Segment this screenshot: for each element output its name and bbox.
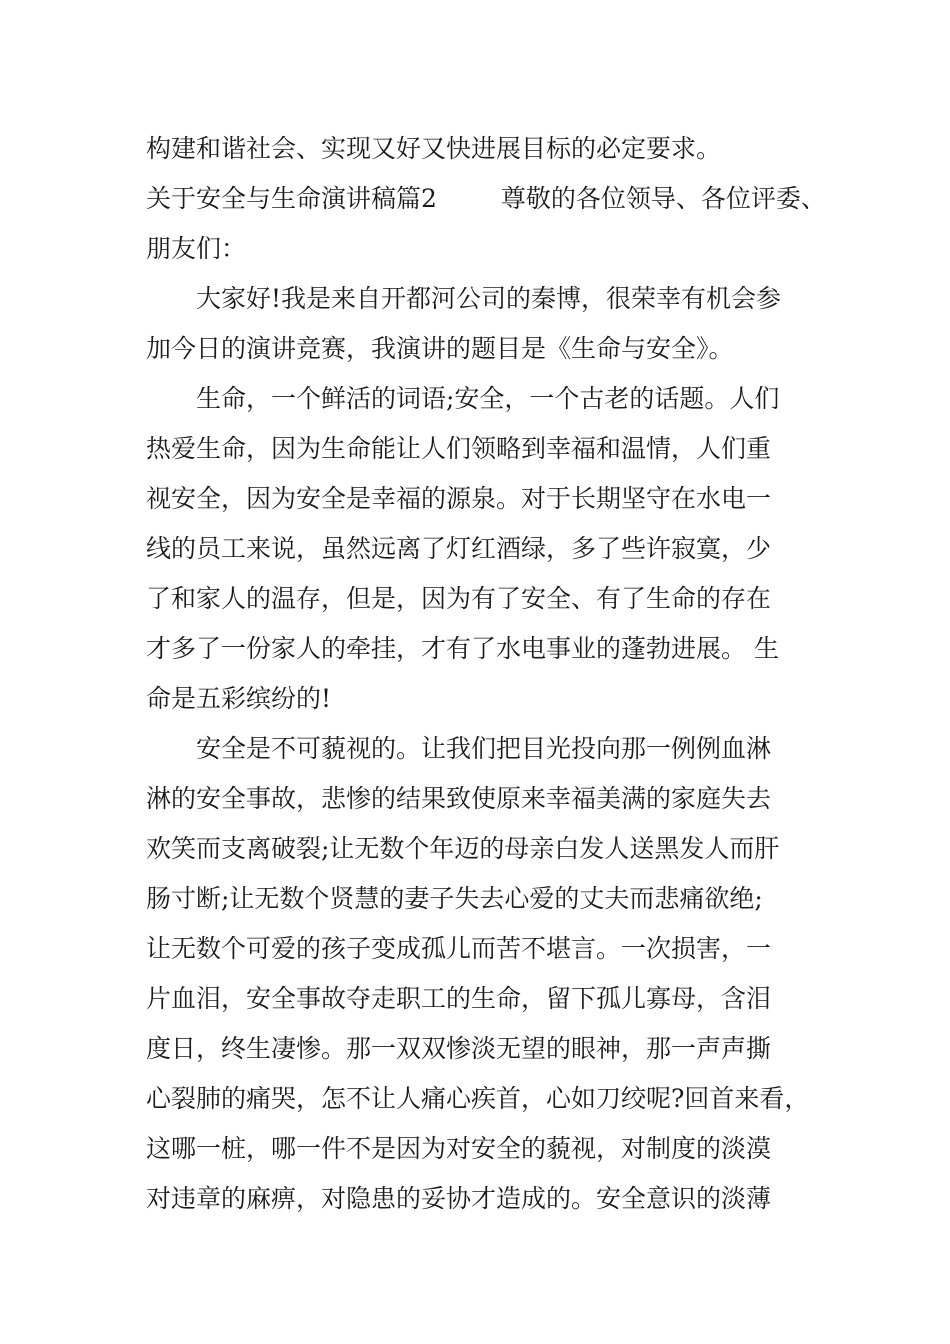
paragraph-first-line: 安全是不可藐视的。让我们把目光投向那一例例血淋 bbox=[196, 734, 772, 763]
text-line: 构建和谐社会、实现又好又快进展目标的必定要求。 bbox=[146, 134, 722, 163]
text-line: 才多了一份家人的牵挂，才有了水电事业的蓬勃进展。 生 bbox=[146, 634, 779, 663]
text-line: 欢笑而支离破裂;让无数个年迈的母亲白发人送黑发人而肝 bbox=[146, 834, 780, 863]
paragraph-first-line: 大家好!我是来自开都河公司的秦博，很荣幸有机会参 bbox=[196, 284, 782, 313]
text-line: 心裂肺的痛哭，怎不让人痛心疾首，心如刀绞呢?回首来看， bbox=[146, 1084, 810, 1113]
text-line: 线的员工来说，虽然远离了灯红酒绿，多了些许寂寞，少 bbox=[146, 534, 772, 563]
text-line: 肠寸断;让无数个贤慧的妻子失去心爱的丈夫而悲痛欲绝; bbox=[146, 884, 763, 913]
text-line: 度日，终生凄惨。那一双双惨淡无望的眼神，那一声声撕 bbox=[146, 1034, 772, 1063]
text-line: 对违章的麻痹，对隐患的妥协才造成的。安全意识的淡薄 bbox=[146, 1184, 772, 1213]
text-line: 视安全，因为安全是幸福的源泉。对于长期坚守在水电一 bbox=[146, 484, 772, 513]
salutation-text: 尊敬的各位领导、各位评委、 bbox=[500, 184, 826, 213]
text-line: 片血泪，安全事故夺走职工的生命，留下孤儿寡母，含泪 bbox=[146, 984, 772, 1013]
paragraph-first-line: 生命，一个鲜活的词语;安全，一个古老的话题。人们 bbox=[196, 384, 780, 413]
text-line: 加今日的演讲竞赛，我演讲的题目是《生命与安全》。 bbox=[146, 334, 734, 363]
section-heading: 关于安全与生命演讲稿篇2 bbox=[146, 184, 437, 213]
text-line: 热爱生命，因为生命能让人们领略到幸福和温情，人们重 bbox=[146, 434, 772, 463]
text-line: 命是五彩缤纷的! bbox=[146, 684, 332, 713]
text-line: 淋的安全事故，悲惨的结果致使原来幸福美满的家庭失去 bbox=[146, 784, 772, 813]
text-line: 让无数个可爱的孩子变成孤儿而苦不堪言。一次损害，一 bbox=[146, 934, 772, 963]
text-line: 这哪一桩，哪一件不是因为对安全的藐视，对制度的淡漠 bbox=[146, 1134, 772, 1163]
text-line-with-heading bbox=[146, 174, 826, 224]
text-line: 朋友们： bbox=[146, 234, 247, 263]
text-line: 了和家人的温存，但是，因为有了安全、有了生命的存在 bbox=[146, 584, 772, 613]
